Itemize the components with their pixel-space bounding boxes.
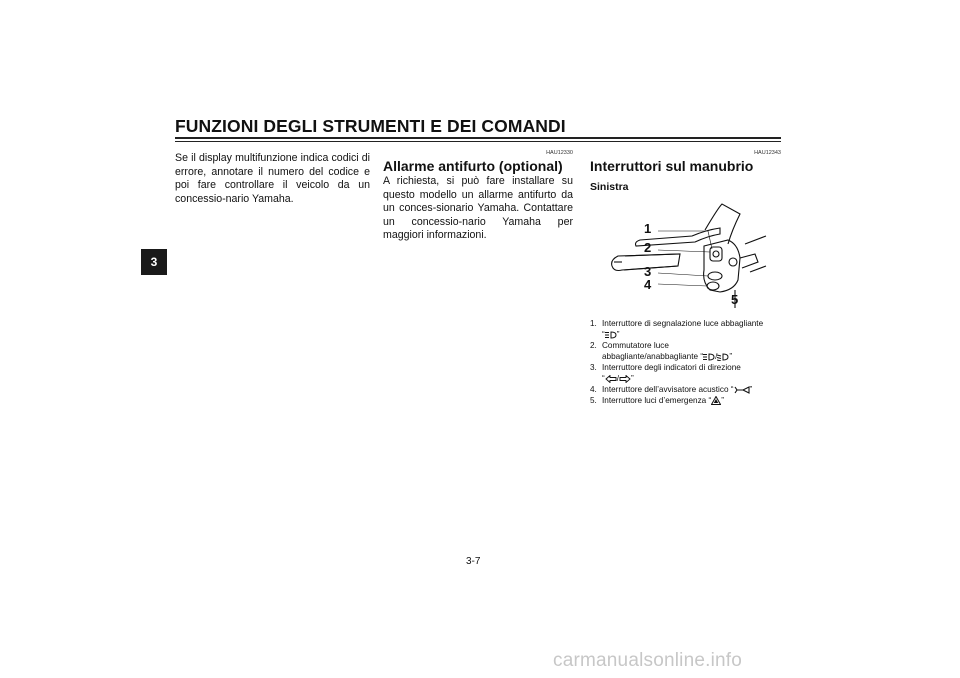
header-rule bbox=[175, 137, 781, 139]
watermark: carmanualsonline.info bbox=[553, 650, 743, 671]
caption-item: 2. Commutatore luce abbagliante/anabbagliante “ / ” bbox=[590, 341, 733, 361]
column-left bbox=[175, 152, 370, 206]
figure-captions bbox=[590, 318, 785, 406]
subheading-left: Sinistra bbox=[590, 181, 629, 193]
figure-label-1: 1 bbox=[644, 221, 652, 236]
high-beam-icon bbox=[605, 331, 617, 339]
handlebar-switch-illustration bbox=[600, 200, 770, 310]
caption-item: 1. Interruttore di segnalazione luce abbagliante “ ” bbox=[590, 319, 764, 339]
caption-item: 3. Interruttore degli indicatori di direzione “ / ” bbox=[590, 363, 741, 383]
figure-label-5: 5 bbox=[731, 292, 739, 307]
page-title: FUNZIONI DEGLI STRUMENTI E DEI COMANDI bbox=[175, 116, 566, 136]
figure-label-3: 3 bbox=[644, 264, 652, 279]
hazard-icon bbox=[711, 396, 721, 405]
alarm-paragraph: A richiesta, si può fare installare su questo modello un allarme antifurto da un conces-sionario Yamaha. Contattare un concessio-nario Yamaha per maggiori informazioni. bbox=[383, 175, 573, 242]
header-rule-thin bbox=[175, 141, 781, 142]
turn-right-icon bbox=[619, 375, 631, 383]
caption-item: 5. Interruttore luci d’emergenza “ ” bbox=[590, 396, 724, 405]
section-tab: 3 bbox=[141, 249, 167, 275]
horn-icon bbox=[734, 386, 750, 394]
section-heading-switches: Interruttori sul manubrio bbox=[590, 158, 754, 174]
section-heading-alarm: Allarme antifurto (optional) bbox=[383, 158, 563, 174]
section-code: HAU12330 bbox=[546, 150, 573, 156]
error-code-paragraph: Se il display multifunzione indica codici di errore, annotare il numero del codice e poi fare controllare il veicolo da un concessio-nario Yamaha. bbox=[175, 152, 370, 205]
column-middle bbox=[383, 150, 573, 243]
column-right bbox=[590, 150, 781, 195]
figure-label-4: 4 bbox=[644, 277, 652, 292]
section-code: HAU12343 bbox=[754, 150, 781, 156]
turn-left-icon bbox=[605, 375, 617, 383]
high-beam-icon bbox=[703, 353, 715, 361]
caption-item: 4. Interruttore dell’avvisatore acustico “ ” bbox=[590, 385, 753, 394]
low-beam-icon bbox=[717, 353, 729, 361]
page-number: 3-7 bbox=[466, 556, 481, 567]
figure-label-2: 2 bbox=[644, 240, 652, 255]
